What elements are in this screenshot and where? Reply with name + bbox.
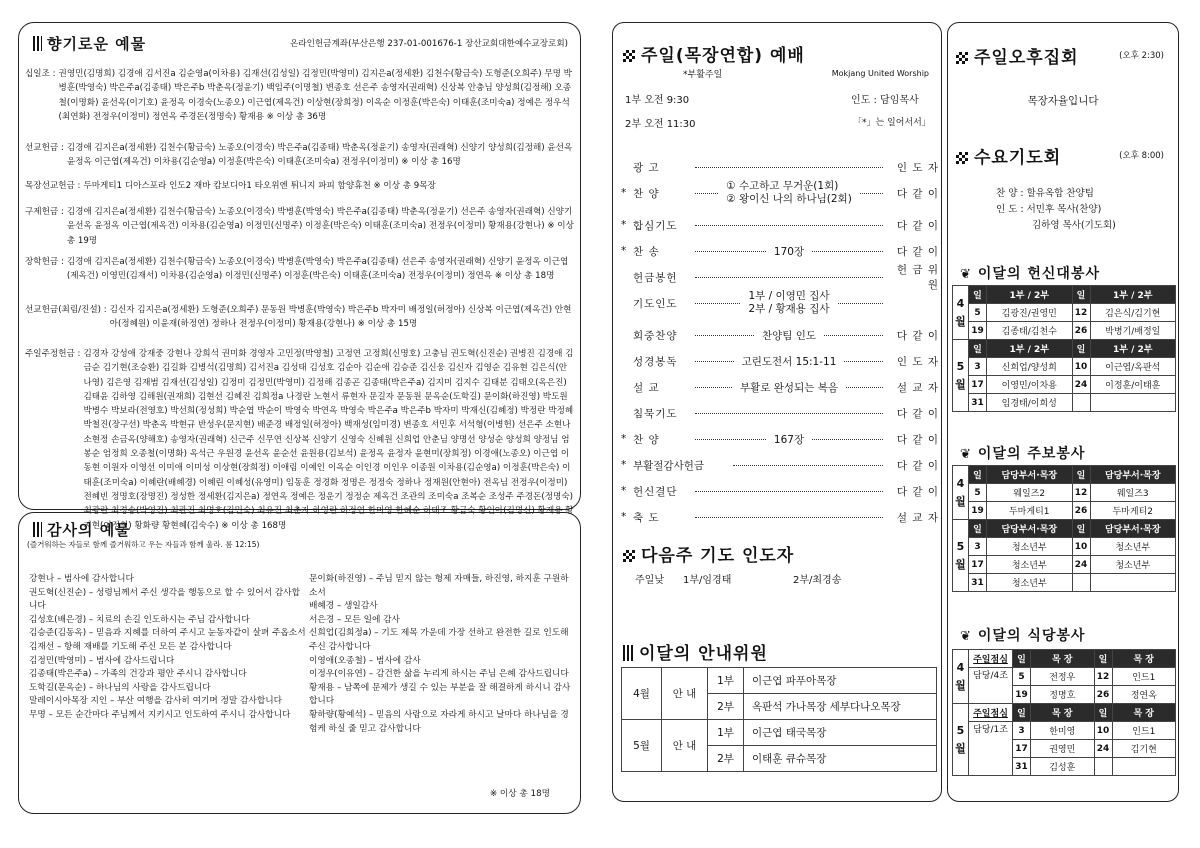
offering-row-label: 선교헌금 : xyxy=(25,143,64,153)
order-row xyxy=(621,155,939,179)
worship-subtitle: *부활주일 xyxy=(683,70,723,80)
thanks-item: 무명 – 모든 순간마다 주님께서 지키시고 인도하여 주시니 감사합니다 xyxy=(29,709,291,720)
title-mark-icon xyxy=(33,522,42,537)
offering-row-label: 장학헌금 : xyxy=(25,257,64,267)
order-row xyxy=(621,349,939,373)
devotion-cell: 김은식/김기현 xyxy=(1090,304,1176,322)
devotion-cell: 이정훈/이태훈 xyxy=(1090,376,1176,394)
bulletin-cell: 청소년부 xyxy=(987,574,1073,592)
worship-title: 주일(목장연합) 예배 xyxy=(623,41,805,66)
order-dots xyxy=(695,277,883,278)
kitchen-head: 목 장 xyxy=(1112,704,1176,722)
bulletin-head: 담당부서·목장 xyxy=(987,466,1073,484)
order-name: 찬 양 xyxy=(633,433,660,446)
bulletin-cell: 웨일즈2 xyxy=(987,484,1073,502)
kitchen-side-head: 주일점심 xyxy=(969,650,1013,668)
kitchen-month: 4 월 xyxy=(953,650,969,704)
bulletin-cell: 26 xyxy=(1072,502,1090,520)
bulletin-cell: 웨일즈3 xyxy=(1090,484,1176,502)
order-dots xyxy=(844,361,883,362)
thanks-item: 말레이시아목장 지인 – 부산 여행을 감사히 여기며 정말 감사합니다 xyxy=(29,696,283,707)
offering-row-text: 김경애 김지은a(정세환) 김천수(황금숙) 노종오(이경숙) 박은주a(김종태) 박춘옥(정윤기) 송영자(권래혁) 신양기 양성희(김정해) 윤선옥 윤정옥 이근엽(제옥건) 이차용(김순영a) 이정훈(박은숙) 이태훈(조미숙a) 전정우(이정미) ※ 이상 총 16명 xyxy=(66,143,573,168)
thanks-title: 감사의 예물 xyxy=(33,519,131,540)
order-content: 찬양팀 인도 xyxy=(761,329,817,342)
thanks-box xyxy=(18,512,581,814)
order-star: * xyxy=(621,219,627,231)
thanks-right-column xyxy=(309,573,571,736)
devotion-cell: 10 xyxy=(1072,358,1090,376)
order-row xyxy=(621,453,939,477)
guide-role: 안 내 xyxy=(662,668,708,720)
kitchen-month: 5 월 xyxy=(953,704,969,776)
order-person: 다 같 이 xyxy=(896,485,939,498)
title-mark-icon xyxy=(33,36,42,51)
kitchen-cell xyxy=(1094,758,1112,776)
bulletin-month: 5 월 xyxy=(953,520,969,592)
thanks-item: 배혜경 – 생일감사 xyxy=(309,601,378,612)
kitchen-side-sub: 담당/4조 xyxy=(969,668,1013,704)
leaf-icon: ❦ xyxy=(960,447,972,462)
checker-mark-icon xyxy=(956,152,968,164)
order-content: ① 수고하고 무거운(1회) ② 왕이신 나의 하나님(2회) xyxy=(726,180,852,205)
bulletin-cell: 12 xyxy=(1072,484,1090,502)
thanks-total: ※ 이상 총 18명 xyxy=(489,789,550,799)
order-name: 합심기도 xyxy=(633,219,678,232)
thanks-item: 신희업(김희정a) – 기도 제목 가운데 가장 선하고 완전한 길로 인도해 주신 감사합니다 xyxy=(309,628,569,652)
order-dots xyxy=(695,193,718,194)
order-name: 헌금봉헌 xyxy=(633,271,678,284)
kitchen-cell: 10 xyxy=(1094,722,1112,740)
guide-name: 이근엽 태국목장 xyxy=(744,720,937,746)
order-content: 부활로 완성되는 복음 xyxy=(740,381,838,394)
order-row xyxy=(621,401,939,425)
offering-row xyxy=(25,179,575,193)
offering-row xyxy=(25,205,575,248)
order-name: 찬 송 xyxy=(633,245,660,258)
order-name: 회중찬양 xyxy=(633,329,678,342)
wednesday-praise: 찬 양 : 할유옥합 찬양팀 xyxy=(996,188,1094,199)
order-content: 고린도전서 15:1-11 xyxy=(741,355,837,368)
order-person: 설 교 자 xyxy=(896,511,939,524)
order-dots xyxy=(695,361,734,362)
devotion-cell: 24 xyxy=(1072,376,1090,394)
devotion-head: 1부 / 2부 xyxy=(987,286,1073,304)
thanks-item: 이영애(오종철) – 범사에 감사 xyxy=(309,655,421,666)
bulletin-head: 일 xyxy=(1072,520,1090,538)
guide-name: 옥판석 가나목장 세부다나오목장 xyxy=(744,694,937,720)
order-star: * xyxy=(621,245,627,257)
order-person: 다 같 이 xyxy=(896,187,939,200)
thanks-item: 황하량(황예석) – 믿음의 사람으로 자라게 하시고 날마다 하나님을 경험케 하실 줄 믿고 감사합니다 xyxy=(309,709,569,734)
order-dots xyxy=(860,193,883,194)
thanks-item: 도학길(문옥순) – 하나님의 사랑을 감사드립니다 xyxy=(29,682,211,693)
order-dots xyxy=(695,439,766,440)
order-row xyxy=(621,213,939,237)
kitchen-cell: 12 xyxy=(1094,668,1112,686)
devotion-head: 1부 / 2부 xyxy=(1090,340,1176,358)
kitchen-cell: 전정우 xyxy=(1031,668,1095,686)
bulletin-head: 담당부서·목장 xyxy=(1090,466,1176,484)
thanks-item: 김종태(박은주a) – 가족의 건강과 평안 주시니 감사합니다 xyxy=(29,669,247,680)
order-star: * xyxy=(621,459,627,471)
order-dots xyxy=(824,335,883,336)
devotion-month: 4 월 xyxy=(953,286,969,340)
kitchen-table xyxy=(952,649,1176,776)
offering-row-label: 구제헌금 : xyxy=(25,207,64,217)
checker-mark-icon xyxy=(956,52,968,64)
kitchen-cell: 24 xyxy=(1094,740,1112,758)
bulletin-cell: 두마게티2 xyxy=(1090,502,1176,520)
order-person: 설 교 자 xyxy=(896,381,939,394)
leaf-icon: ❦ xyxy=(960,629,972,644)
order-person: 다 같 이 xyxy=(896,433,939,446)
offering-row-text: 김신자 김지은a(정세환) 도형준(오희주) 문동원 박병훈(박영숙) 박은주b 박자미 배정일(허정아) 신상복 이근엽(제옥건) 안현아(정혜원) 이윤재(하정연) 정하나 전정우(이정미) 황재용(강현나) ※ 이상 총 15명 xyxy=(109,305,572,330)
kitchen-cell: 정연옥 xyxy=(1112,686,1176,704)
bulletin-cell: 31 xyxy=(969,574,987,592)
guide-service: 1부 xyxy=(708,720,744,746)
order-content: 167장 xyxy=(773,433,805,446)
bulletin-cell: 19 xyxy=(969,502,987,520)
order-name: 기도인도 xyxy=(633,297,678,310)
order-person: 헌 금 위 원 xyxy=(896,264,939,291)
guide-service: 2부 xyxy=(708,746,744,772)
devotion-head: 일 xyxy=(1072,340,1090,358)
worship-leader: 인도 : 담임목사 xyxy=(851,95,919,106)
bulletin-head: 일 xyxy=(1072,466,1090,484)
devotion-cell: 박병기/배정일 xyxy=(1090,322,1176,340)
order-dots xyxy=(695,225,883,226)
afternoon-box xyxy=(947,22,1179,802)
bulletin-head: 담당부서·목장 xyxy=(987,520,1073,538)
checker-mark-icon xyxy=(623,50,635,62)
prayer-first: 1부/임경태 xyxy=(683,575,732,586)
bulletin-cell: 10 xyxy=(1072,538,1090,556)
offering-row-label: 십일조 : xyxy=(25,69,56,79)
thanks-item: 이정우(이유연) – 감건한 삶을 누리게 하시는 주님 은혜 감사드립니다 xyxy=(309,669,569,680)
order-star: * xyxy=(621,433,627,445)
order-dots xyxy=(695,167,883,168)
order-dots xyxy=(695,491,883,492)
guide-service: 1부 xyxy=(708,668,744,694)
kitchen-cell: 권영민 xyxy=(1031,740,1095,758)
bulletin-month: 4 월 xyxy=(953,466,969,520)
kitchen-head: 일 xyxy=(1013,650,1031,668)
afternoon-time: (오후 2:30) xyxy=(1119,51,1164,61)
leaf-icon: ❦ xyxy=(960,267,972,282)
bulletin-cell xyxy=(1072,574,1090,592)
order-person: 다 같 이 xyxy=(896,219,939,232)
order-dots xyxy=(812,439,883,440)
wednesday-leader-2: 김하영 목사(기도회) xyxy=(1032,220,1116,231)
kitchen-cell: 김기현 xyxy=(1112,740,1176,758)
afternoon-content: 목장자율입니다 xyxy=(1027,95,1099,107)
kitchen-cell: 김성훈 xyxy=(1031,758,1095,776)
order-name: 설 교 xyxy=(633,381,660,394)
order-row xyxy=(621,181,939,205)
guides-title: 이달의 안내위원 xyxy=(623,639,768,664)
wednesday-title: 수요기도회 xyxy=(956,143,1061,168)
offering-row-label: 주일주정헌금 : xyxy=(25,349,81,359)
order-dots xyxy=(846,387,883,388)
thanks-item: 강현나 – 범사에 감사합니다 xyxy=(29,574,134,584)
bulletin-cell: 청소년부 xyxy=(1090,538,1176,556)
offering-title: 향기로운 예물 xyxy=(33,33,146,54)
bulletin-title: ❦ 이달의 주보봉사 xyxy=(960,446,1086,462)
devotion-title: ❦ 이달의 헌신대봉사 xyxy=(960,266,1100,282)
bulletin-cell: 17 xyxy=(969,556,987,574)
bulletin-cell xyxy=(1090,574,1176,592)
devotion-cell: 이근엽/옥판석 xyxy=(1090,358,1176,376)
worship-time-1: 1부 오전 9:30 xyxy=(625,95,690,106)
offering-account: 온라인헌금계좌(부산은행 237-01-001676-1 장산교회대한예수교장로회) xyxy=(289,39,568,49)
thanks-item: 황재용 – 남쪽에 문제가 생길 수 있는 부분을 잘 해결하게 하시니 감사합니다 xyxy=(309,682,571,707)
worship-stand-note: 「*」는 일어서서」 xyxy=(853,118,931,128)
devotion-head: 일 xyxy=(969,286,987,304)
order-name: 광 고 xyxy=(633,161,660,174)
kitchen-head: 목 장 xyxy=(1031,650,1095,668)
devotion-cell xyxy=(1090,394,1176,412)
devotion-cell: 31 xyxy=(969,394,987,412)
devotion-table xyxy=(952,285,1176,412)
devotion-cell: 5 xyxy=(969,304,987,322)
bulletin-cell: 3 xyxy=(969,538,987,556)
wednesday-leader: 인 도 : 서민후 목사(찬양) xyxy=(996,204,1102,215)
offering-row xyxy=(25,303,575,332)
worship-box xyxy=(612,22,942,802)
kitchen-cell: 인드1 xyxy=(1112,722,1176,740)
guide-name: 이태훈 큐슈목장 xyxy=(744,746,937,772)
kitchen-cell: 3 xyxy=(1013,722,1031,740)
order-dots xyxy=(733,465,883,466)
kitchen-cell: 26 xyxy=(1094,686,1112,704)
offering-row-label: 선교헌금(최림/진설) : xyxy=(25,305,107,315)
thanks-item: 서은경 – 모든 일에 감사 xyxy=(309,614,400,625)
kitchen-cell xyxy=(1112,758,1176,776)
order-dots xyxy=(695,387,732,388)
devotion-cell: 이영민/이차용 xyxy=(987,376,1073,394)
kitchen-head: 목 장 xyxy=(1112,650,1176,668)
kitchen-cell: 인드1 xyxy=(1112,668,1176,686)
order-star: * xyxy=(621,187,627,199)
order-row xyxy=(621,265,939,289)
order-star: * xyxy=(621,485,627,497)
order-row xyxy=(621,239,939,263)
kitchen-cell: 17 xyxy=(1013,740,1031,758)
order-dots xyxy=(695,517,883,518)
kitchen-head: 일 xyxy=(1013,704,1031,722)
kitchen-cell: 19 xyxy=(1013,686,1031,704)
guides-table xyxy=(621,667,937,772)
bulletin-head: 일 xyxy=(969,466,987,484)
bulletin-cell: 청소년부 xyxy=(987,538,1073,556)
devotion-head: 일 xyxy=(1072,286,1090,304)
kitchen-cell: 31 xyxy=(1013,758,1031,776)
kitchen-side-head: 주일점심 xyxy=(969,704,1013,722)
thanks-item: 문이화(하진영) – 주님 믿지 않는 형제 자매들, 하진영, 하지훈 구원하소서 xyxy=(309,574,569,598)
order-person: 다 같 이 xyxy=(896,329,939,342)
thanks-left-column xyxy=(29,573,307,723)
order-row xyxy=(621,427,939,451)
order-name: 헌신결단 xyxy=(633,485,678,498)
worship-time-2: 2부 오전 11:30 xyxy=(625,119,696,130)
devotion-cell: 19 xyxy=(969,322,987,340)
order-person: 다 같 이 xyxy=(896,245,939,258)
bulletin-cell: 청소년부 xyxy=(987,556,1073,574)
order-content: 1부 / 이영민 집사 2부 / 황재용 집사 xyxy=(748,290,830,315)
offering-row-text: 두마게티1 디아스포라 인도2 재바 캄보디아1 타오위엔 튀니지 파피 함양휴천 ※ 이상 총 9목장 xyxy=(83,181,436,191)
bulletin-head: 담당부서·목장 xyxy=(1090,520,1176,538)
wednesday-time: (오후 8:00) xyxy=(1119,151,1164,161)
devotion-cell xyxy=(1072,394,1090,412)
kitchen-title: ❦ 이달의 식당봉사 xyxy=(960,628,1086,644)
offering-row-text: 김경자 강성애 강재중 강현나 강희석 권미화 경영자 고민정(박영철) 고정연 고정희(신명호) 고충님 권도혁(신진순) 권병진 김경애 김금순 김기현(조승환) 김길화 김병석(김명희) 김서진a 김성태 김성호 김순아 김순애 김승준 김신웅 김신자 김영순 김유현 김은식(안나영) 김은영 김재범 김재선(김성일) 김정미 김정민(박영미) 김정해 김종곤 김종태(박은주a) 김지미 김지수 김태분 김태오(옥은진) 김태윤 김하영 김해원(권재희) 김현선 김혜진 김희정a 나경란 노현서 류현자 문길자 문동원 문옥순(도학길) 문이화(하진영) 박도원 박병수 박보라(전영호) 박선희(정성희) 박순엽 박순이 박영숙 박연옥 박영숙 박은주a 박은주b 박자미 박재신(김혜정) 박정란 박정혜 박철진(장구선) 박춘옥 박현규 반성우(문지현) 배준경 배정일(허정아) 백재성(임미경) 변종호 서민후 서석형(이병헌) 선은주 소현나 소현정 손금옥(양해호) 송영자(권래혁) 신근주 신무연 신상복 신양기 신영숙 신혜원 신희업 안춘님 양명선 양성순 양성희 양정님 엄봉순 엄정희 오종철(이명화) 옥석근 우원경 윤선옥 윤순선 윤원용(김보석) 윤정옥 윤정자 윤현미(장희정) 이경애(노종오) 이근엽 이동현 이원자 이영선 이미애 이미성 이상현(장희정) 이애림 이예인 이옥순 이인경 이인우 이종원 이차용(김순영a) 이정훈(박은숙) 이태훈(조미숙a) 이혜란(배혜경) 이혜린 이혜성(유영미) 임동훈 정경화 정명은 정정숙 정하나 정재원(안현아) 전옥님 전정우(이정미) 전혜빈 정명호(장명진) 정성한 정세환(김지은a) 정연옥 정예은 정운기 정정순 제옥건 조관의 조미숙a 조복순 조성주 주경돈(정명숙) 최광란 최경송(박영진) 최관진 최명호(김민숙) 최유진 최춘자 하영란 하정연 한미영 한혜순 허태조 황금숙 황인아(김명신) 황재용 황지현(이정철) 황화량 황현혜(김숙수) ※ 이상 총 168명 xyxy=(83,349,574,531)
order-row xyxy=(621,375,939,399)
kitchen-cell: 정명호 xyxy=(1031,686,1095,704)
offering-row-text: 권영민(김명희) 김경애 김서진a 김순영a(이차용) 김재선(김성일) 김정민(박영미) 김지은a(정세환) 김천수(황금숙) 도형준(오희주) 무명 박병훈(박영숙) 박은주a(김종태) 박은주b 박춘옥(정윤기) 백임주(이명철) 변종호 선은주 송영자(권래혁) 신상복 안충님 양성희(김정해) 오종철(이명화) 윤선옥(이기호) 윤정옥 이경숙(노종오) 이근엽(제옥건) 이상현(장희정) 이옥순 이정훈(박은숙) 이태훈(조미숙a) 정예은 정우석(최연화) 전정우(이정미) 정연옥 주경돈(정명숙) 황재용 ※ 이상 총 36명 xyxy=(58,69,572,122)
devotion-cell: 26 xyxy=(1072,322,1090,340)
bulletin-cell: 5 xyxy=(969,484,987,502)
order-name: 축 도 xyxy=(633,511,660,524)
devotion-cell: 신희업/양성희 xyxy=(987,358,1073,376)
order-row xyxy=(621,323,939,347)
offering-row xyxy=(25,67,575,124)
order-dots xyxy=(695,303,740,304)
offering-row xyxy=(25,255,575,284)
devotion-cell: 김종태/김천수 xyxy=(987,322,1073,340)
order-row xyxy=(621,505,939,529)
devotion-cell: 17 xyxy=(969,376,987,394)
checker-mark-icon xyxy=(623,550,635,562)
devotion-cell: 김광진/권영민 xyxy=(987,304,1073,322)
order-row xyxy=(621,479,939,503)
kitchen-cell: 한미영 xyxy=(1031,722,1095,740)
order-dots xyxy=(812,251,883,252)
order-content: 170장 xyxy=(773,245,805,258)
devotion-cell: 12 xyxy=(1072,304,1090,322)
prayer-title: 다음주 기도 인도자 xyxy=(623,541,794,566)
order-person: 다 같 이 xyxy=(896,407,939,420)
devotion-head: 1부 / 2부 xyxy=(987,340,1073,358)
kitchen-side-sub: 담당/1조 xyxy=(969,722,1013,776)
devotion-cell: 3 xyxy=(969,358,987,376)
bulletin-table xyxy=(952,465,1176,592)
order-dots xyxy=(695,413,883,414)
order-dots xyxy=(695,251,766,252)
thanks-item: 김정민(박영미) – 범사에 감사드립니다 xyxy=(29,655,175,666)
thanks-verse: (즐거워하는 자들로 함께 즐거워하고 우는 자들과 함께 울라. 롬 12:15) xyxy=(27,540,260,549)
order-dots xyxy=(838,303,883,304)
bulletin-cell: 두마게티1 xyxy=(987,502,1073,520)
order-person: 인 도 자 xyxy=(896,355,939,368)
order-name: 부활절감사헌금 xyxy=(633,459,705,472)
kitchen-head: 일 xyxy=(1094,704,1112,722)
guide-service: 2부 xyxy=(708,694,744,720)
offering-row-text: 김경애 김지은a(정세환) 김천수(황금숙) 노종오(이경숙) 박병훈(박영숙) 박은주a(김종태) 선은주 송영자(권래혁) 신양기 윤정옥 이근엽(제옥건) 이영민(김재서) 이차용(김순영a) 이정민(신명주) 이정훈(박은숙) 이태훈(조미숙a) 전정우(이정미) 정연옥 ※ 이상 총 18명 xyxy=(66,257,569,282)
prayer-label: 주일낮 xyxy=(635,575,664,586)
kitchen-head: 목 장 xyxy=(1031,704,1095,722)
order-person: 인 도 자 xyxy=(896,161,939,174)
bulletin-cell: 24 xyxy=(1072,556,1090,574)
guide-month: 4월 xyxy=(622,668,662,720)
order-person: 다 같 이 xyxy=(896,459,939,472)
thanks-item: 김승준(김동옥) – 믿음과 지혜를 더하여 주시고 눈동자같이 살펴 주옵소서 xyxy=(29,628,306,639)
guide-month: 5월 xyxy=(622,720,662,772)
bulletin-head: 일 xyxy=(969,520,987,538)
devotion-head: 1부 / 2부 xyxy=(1090,286,1176,304)
order-name: 찬 양 xyxy=(633,187,660,200)
bulletin-cell: 청소년부 xyxy=(1090,556,1176,574)
thanks-item: 김성호(배은경) – 치료의 손길 인도하시는 주님 감사합니다 xyxy=(29,614,250,625)
kitchen-cell: 5 xyxy=(1013,668,1031,686)
worship-subtitle-en: Mokjang United Worship xyxy=(831,69,929,78)
thanks-item: 권도혁(신진순) – 성령님께서 주신 생각을 행동으로 할 수 있어서 감사합니다 xyxy=(29,587,300,612)
offering-row-text: 김경애 김지은a(정세환) 김천수(황금숙) 노종오(이경숙) 박병훈(박영숙) 박은주a(김종태) 박춘옥(정윤기) 선은주 송영자(권래혁) 신양기 윤선옥 윤정옥 이근엽(제옥건) 이차용(김순영a) 이정민(신명주) 이정훈(박은숙) 이태훈(조미숙a) 전정우(이정미) 황재용(강현나) ※ 이상 총 19명 xyxy=(66,207,574,246)
devotion-cell: 임경태/이희성 xyxy=(987,394,1073,412)
offering-row xyxy=(25,347,575,533)
bar-mark-icon xyxy=(623,645,633,661)
order-name: 성경봉독 xyxy=(633,355,678,368)
offering-row xyxy=(25,141,575,170)
kitchen-head: 일 xyxy=(1094,650,1112,668)
thanks-item: 김재선 – 항해 재배를 기도해 주신 모든 분 감사합니다 xyxy=(29,641,232,652)
order-name: 침묵기도 xyxy=(633,407,678,420)
guide-role: 안 내 xyxy=(662,720,708,772)
order-dots xyxy=(695,335,754,336)
guide-name: 이근엽 파푸아목장 xyxy=(744,668,937,694)
afternoon-title: 주일오후집회 xyxy=(956,43,1079,68)
devotion-head: 일 xyxy=(969,340,987,358)
offering-row-label: 목장선교헌금 : xyxy=(25,181,81,191)
prayer-second: 2부/최경송 xyxy=(793,575,842,586)
order-row xyxy=(621,291,939,315)
order-star: * xyxy=(621,511,627,523)
devotion-month: 5 월 xyxy=(953,340,969,412)
